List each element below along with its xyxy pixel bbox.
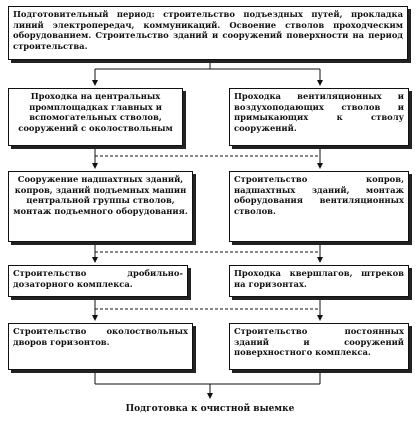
top-box: Подготовительный период: строительство подъездных путей, прокладка линий электропередач, коммуникаций. Освоение стволов проходческим оборудованием. Строительство зданий и сооружений поверхности на период строительства. (8, 6, 408, 60)
row4-left-box: Строительство околоствольных дворов горизонтов. (8, 323, 193, 370)
final-label: Подготовка к очистной выемке (125, 404, 295, 414)
row4-right-box: Строительство постоянных зданий и сооружений поверхностного комплекса. (229, 323, 409, 370)
row1-left-box: Проходка на центральных промплощадках главных и вспомогательных стволов, сооружений с околоствольным (8, 88, 183, 146)
row3-right-box: Проходка квершлагов, штреков на горизонтах. (229, 265, 409, 297)
row3-left-box: Строительство дробильно-дозаторного комплекса. (8, 265, 188, 297)
row2-left-box: Сооружение надшахтных зданий, копров, зданий подъемных машин центральной группы стволов, монтаж подъемного оборудования. (8, 171, 193, 242)
row2-right-box: Строительство копров, надшахтных зданий, монтаж оборудования вентиляционных стволов. (229, 171, 409, 242)
row1-right-box: Проходка вентиляционных и воздухоподающих стволов и примыкающих к стволу сооружений. (229, 88, 409, 146)
